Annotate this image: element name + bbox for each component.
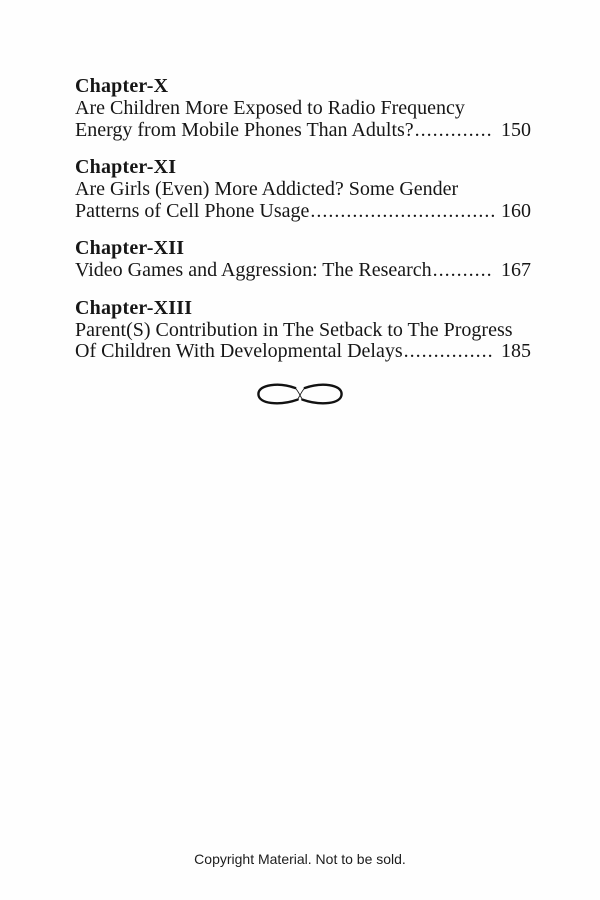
dot-leader xyxy=(433,260,494,282)
chapter-title-line: Energy from Mobile Phones Than Adults? xyxy=(75,118,414,141)
page-number: 185 xyxy=(501,340,531,362)
chapter-heading: Chapter-XI xyxy=(75,156,177,178)
chapter-title-line: Are Children More Exposed to Radio Frequency xyxy=(75,97,465,119)
chapter-title-leader-row xyxy=(75,260,531,282)
dot-leader xyxy=(310,201,494,223)
chapter-title-line: Of Children With Developmental Delays xyxy=(75,340,403,362)
section-divider xyxy=(0,381,600,412)
chapter-title-line: Are Girls (Even) More Addicted? Some Gender xyxy=(75,178,459,200)
toc-entry-chapter-x[interactable] xyxy=(75,75,531,141)
table-of-contents xyxy=(75,75,531,378)
chapter-heading: Chapter-X xyxy=(75,75,169,97)
toc-entry-chapter-xiii[interactable] xyxy=(75,297,531,363)
page-number: 167 xyxy=(501,259,531,281)
page-number: 150 xyxy=(501,118,531,141)
toc-entry-chapter-xii[interactable] xyxy=(75,237,531,282)
chapter-title-leader-row xyxy=(75,120,531,142)
chapter-heading: Chapter-XII xyxy=(75,237,185,259)
dot-leader xyxy=(404,341,494,363)
chapter-title-line: Parent(S) Contribution in The Setback to The Progress xyxy=(75,318,513,341)
chapter-title-line: Video Games and Aggression: The Research xyxy=(75,259,432,281)
chapter-title-line: Patterns of Cell Phone Usage xyxy=(75,199,310,222)
infinity-ornament-icon xyxy=(252,381,348,407)
dot-leader xyxy=(415,120,494,142)
chapter-heading: Chapter-XIII xyxy=(75,296,193,319)
copyright-footer: Copyright Material. Not to be sold. xyxy=(194,851,406,867)
chapter-title-leader-row xyxy=(75,201,531,223)
page-number: 160 xyxy=(501,199,531,222)
chapter-title-leader-row xyxy=(75,341,531,363)
toc-entry-chapter-xi[interactable] xyxy=(75,156,531,222)
